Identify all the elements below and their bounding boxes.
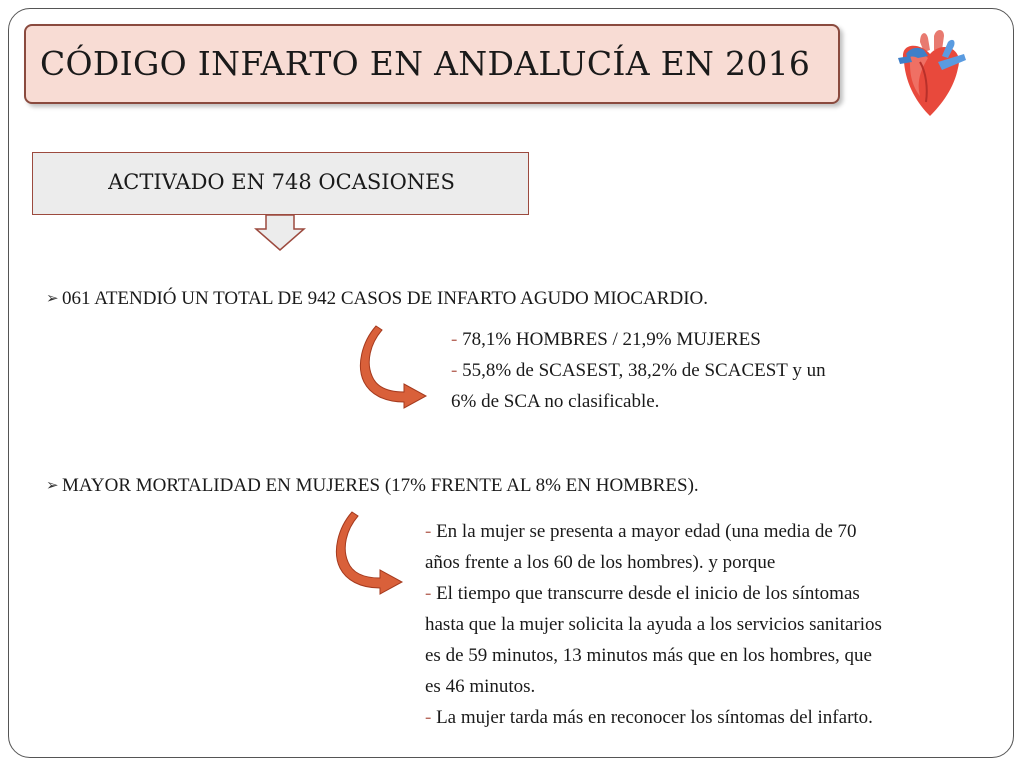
detail-line: - 78,1% HOMBRES / 21,9% MUJERES xyxy=(451,329,761,350)
bullet-mortality xyxy=(46,475,699,497)
slide-title: CÓDIGO INFARTO EN ANDALUCÍA EN 2016 xyxy=(40,44,811,83)
activation-box xyxy=(32,152,529,215)
title-box xyxy=(24,24,840,104)
detail-line: es 46 minutos. xyxy=(425,676,536,697)
bullet-total-cases xyxy=(46,288,708,310)
detail-line: es de 59 minutos, 13 minutos más que en los hombres, que xyxy=(425,645,872,666)
curved-arrow-icon xyxy=(328,508,408,598)
details-mortality xyxy=(425,516,882,733)
activation-text: ACTIVADO EN 748 OCASIONES xyxy=(108,170,455,194)
arrow-bullet-icon: ➢ xyxy=(46,476,59,494)
detail-line: años frente a los 60 de los hombres). y porque xyxy=(425,552,776,573)
curved-arrow-icon xyxy=(352,322,432,412)
detail-line: - En la mujer se presenta a mayor edad (una media de 70 xyxy=(425,521,857,542)
detail-line: - El tiempo que transcurre desde el inicio de los síntomas xyxy=(425,583,860,604)
detail-line: hasta que la mujer solicita la ayuda a los servicios sanitarios xyxy=(425,614,882,635)
detail-line: - La mujer tarda más en reconocer los síntomas del infarto. xyxy=(425,707,873,728)
bullet-text: 061 ATENDIÓ UN TOTAL DE 942 CASOS DE INFARTO AGUDO MIOCARDIO. xyxy=(62,288,708,309)
details-cases xyxy=(451,324,826,417)
detail-line: 6% de SCA no clasificable. xyxy=(451,391,660,412)
down-arrow-icon xyxy=(250,214,310,252)
heart-icon xyxy=(890,28,970,120)
detail-line: - 55,8% de SCASEST, 38,2% de SCACEST y un xyxy=(451,360,826,381)
bullet-text: MAYOR MORTALIDAD EN MUJERES (17% FRENTE AL 8% EN HOMBRES). xyxy=(62,475,699,496)
arrow-bullet-icon: ➢ xyxy=(46,289,59,307)
